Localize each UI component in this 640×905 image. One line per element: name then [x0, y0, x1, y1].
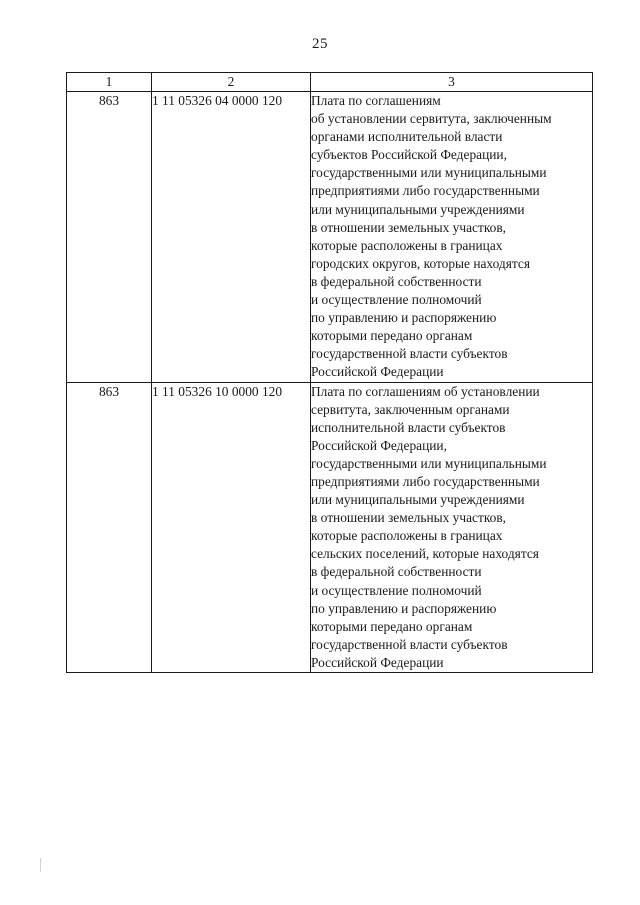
- description-line: городских округов, которые находятся: [311, 255, 531, 271]
- description-line: Плата по соглашениям: [311, 93, 441, 108]
- table-body: [67, 92, 593, 673]
- kbk-code-cell: 1 11 05326 10 0000 120: [152, 382, 311, 673]
- admin-code-cell: 863: [67, 382, 152, 673]
- description-line: сельских поселений, которые находятся: [311, 546, 539, 562]
- description-line: которые расположены в границах: [311, 528, 503, 544]
- description-line: или муниципальными учреждениями: [311, 201, 525, 217]
- description-line: в федеральной собственности: [311, 564, 482, 580]
- page-number: 25: [312, 36, 328, 52]
- description-line: субъектов Российской Федерации,: [311, 147, 507, 163]
- column-header-1: 1: [67, 73, 152, 92]
- description-line: которые расположены в границах: [311, 237, 503, 253]
- description-line: по управлению и распоряжению: [311, 600, 497, 616]
- margin-mark: [40, 858, 41, 872]
- description-line: государственными или муниципальными: [311, 455, 547, 471]
- table-header-row: [67, 73, 593, 92]
- description-line: по управлению и распоряжению: [311, 310, 497, 326]
- description-line: или муниципальными учреждениями: [311, 492, 525, 508]
- description-line: Плата по соглашениям об установлении: [311, 383, 540, 399]
- description-line: государственными или муниципальными: [311, 165, 547, 181]
- description-cell: [311, 92, 593, 383]
- description-line: органами исполнительной власти: [311, 129, 503, 145]
- description-line: которыми передано органам: [311, 328, 473, 344]
- description-line: об установлении сервитута, заключенным: [311, 111, 552, 127]
- description-line: Российской Федерации,: [311, 437, 447, 453]
- description-line: предприятиями либо государственными: [311, 473, 540, 489]
- table-row: [67, 382, 593, 673]
- description-line: Российской Федерации: [311, 364, 444, 380]
- description-line: и осуществление полномочий: [311, 292, 482, 308]
- description-line: сервитута, заключенным органами: [311, 401, 510, 417]
- column-header-3: 3: [311, 73, 593, 92]
- description-cell: [311, 382, 593, 673]
- description-line: в отношении земельных участков,: [311, 219, 507, 235]
- description-line: в отношении земельных участков,: [311, 510, 507, 526]
- description-line: государственной власти субъектов: [311, 346, 508, 362]
- description-line: Российской Федерации: [311, 654, 444, 670]
- description-line: исполнительной власти субъектов: [311, 419, 506, 435]
- admin-code-cell: 863: [67, 92, 152, 383]
- description-line: и осуществление полномочий: [311, 582, 482, 598]
- description-line: в федеральной собственности: [311, 273, 482, 289]
- description-line: предприятиями либо государственными: [311, 183, 540, 199]
- table-row: [67, 92, 593, 383]
- revenue-codes-table: [66, 72, 593, 673]
- description-line: государственной власти субъектов: [311, 636, 508, 652]
- description-line: которыми передано органам: [311, 618, 473, 634]
- kbk-code-cell: 1 11 05326 04 0000 120: [152, 92, 311, 383]
- column-header-2: 2: [152, 73, 311, 92]
